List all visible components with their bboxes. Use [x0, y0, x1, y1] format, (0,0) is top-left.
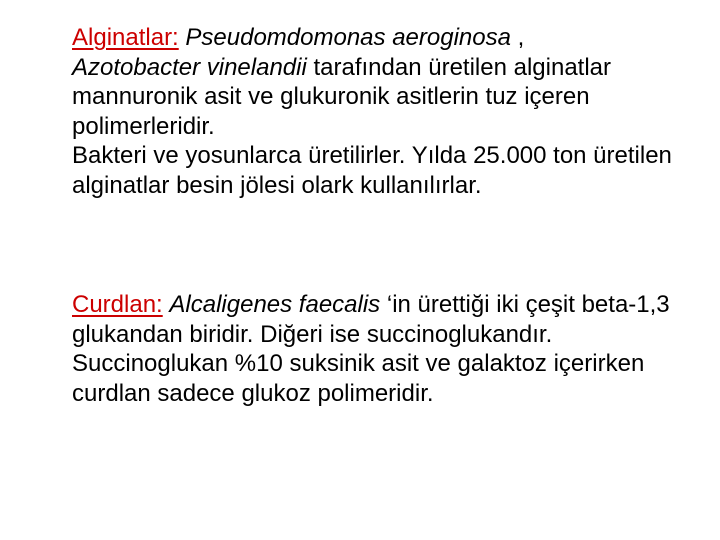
alginat-production: Bakteri ve yosunlarca üretilirler. Yılda 25.000 ton üretilen alginatlar besin jölesi olark kullanılırlar.	[72, 142, 672, 199]
alginat-description: tarafından üretilen alginatlar mannuronik asit ve glukuronik asitlerin tuz içeren polimerleridir.	[72, 53, 612, 140]
curdlan-term: Curdlan:	[72, 291, 163, 318]
alginat-definition	[72, 23, 692, 141]
curdlan-description: ‘in ürettiği iki çeşit beta-1,3 glukandan biridir. Diğeri ise succinoglukandır. Succinoglukan %10 suksinik asit ve galaktoz içerirken curdlan sadece glukoz polimeridir.	[72, 291, 670, 407]
alginat-separator: ,	[510, 24, 525, 51]
alginat-term: Alginatlar:	[72, 24, 179, 51]
alginat-organism-2: Azotobacter vinelandii	[72, 53, 307, 81]
curdlan-section	[72, 290, 692, 408]
curdlan-organism: Alcaligenes faecalis	[169, 291, 381, 318]
alginat-section	[72, 23, 692, 200]
alginat-organism-1: Pseudomdomonas aeroginosa	[185, 24, 511, 51]
curdlan-definition	[72, 290, 692, 408]
